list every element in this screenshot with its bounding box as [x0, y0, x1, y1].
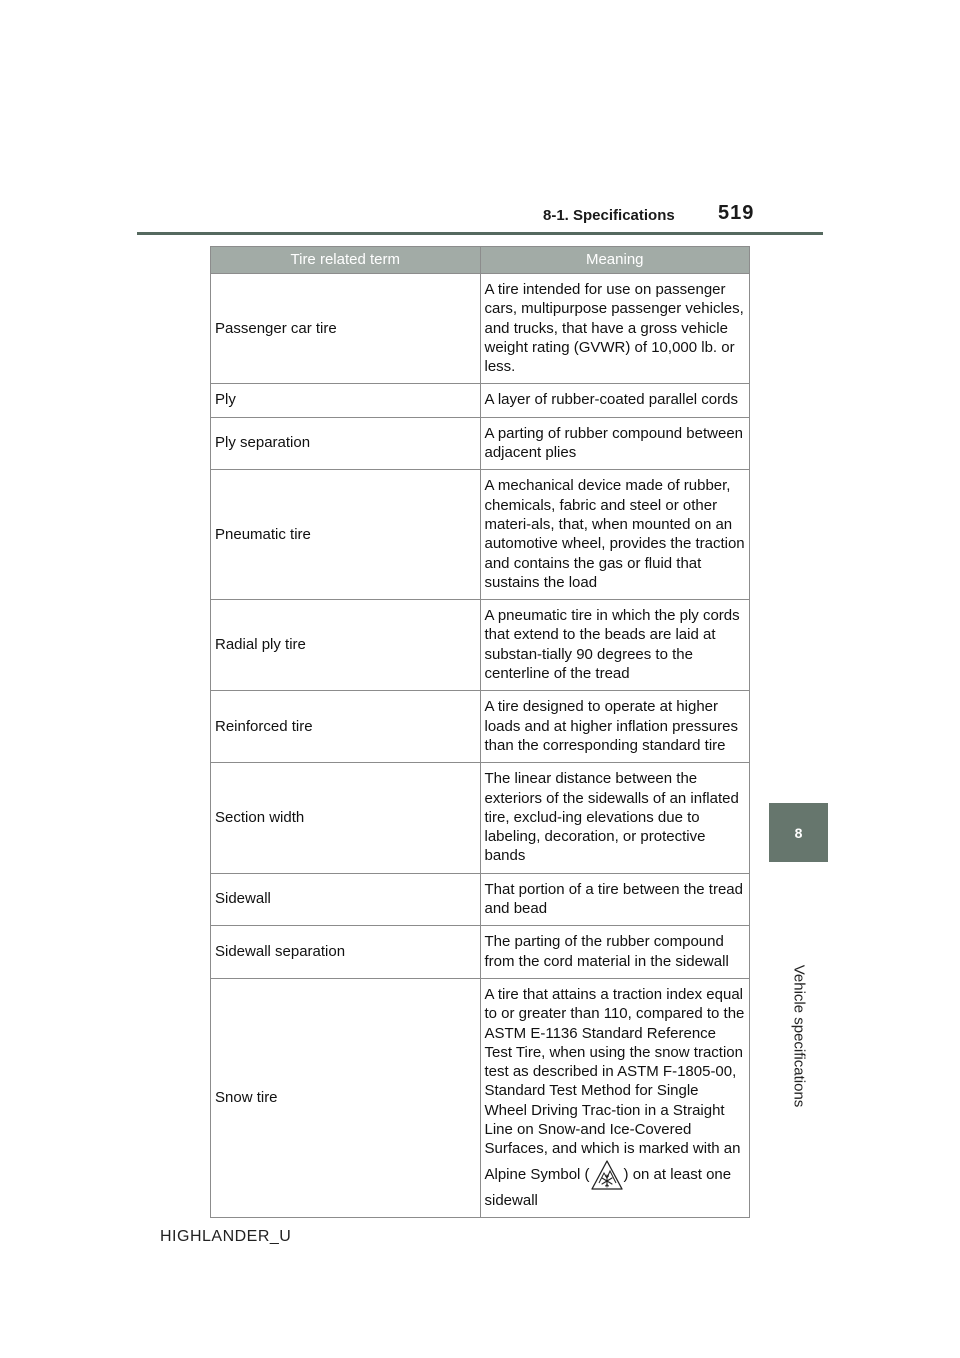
meaning-cell: A pneumatic tire in which the ply cords that extend to the beads are laid at substan-tially 90 degrees to the centerline of the tread [480, 600, 750, 691]
meaning-cell: The parting of the rubber compound from the cord material in the sidewall [480, 926, 750, 979]
footer-model: HIGHLANDER_U [160, 1228, 292, 1245]
table-row [211, 470, 750, 600]
term-cell: Pneumatic tire [211, 470, 481, 600]
alpine-snowflake-icon [590, 1159, 624, 1191]
chapter-number: 8 [794, 824, 803, 841]
meaning-cell: A layer of rubber-coated parallel cords [480, 384, 750, 417]
table-row [211, 600, 750, 691]
term-cell: Radial ply tire [211, 600, 481, 691]
term-cell: Snow tire [211, 978, 481, 1217]
term-cell: Ply [211, 384, 481, 417]
table-header-row [211, 247, 750, 274]
meaning-cell: That portion of a tire between the tread and bead [480, 873, 750, 926]
meaning-cell: A tire designed to operate at higher loads and at higher inflation pressures than the corresponding standard tire [480, 691, 750, 763]
table-row [211, 384, 750, 417]
header-term: Tire related term [211, 247, 481, 274]
header-meaning: Meaning [480, 247, 750, 274]
tire-terms-table [210, 246, 750, 1218]
meaning-cell: A parting of rubber compound between adjacent plies [480, 417, 750, 470]
term-cell: Ply separation [211, 417, 481, 470]
meaning-cell [480, 978, 750, 1217]
term-cell: Sidewall [211, 873, 481, 926]
table-row [211, 763, 750, 873]
term-cell: Passenger car tire [211, 274, 481, 384]
meaning-cell: The linear distance between the exteriors of the sidewalls of an inflated tire, exclud-ing elevations due to labeling, decoration, or protective bands [480, 763, 750, 873]
table-row [211, 926, 750, 979]
term-cell: Section width [211, 763, 481, 873]
term-cell: Reinforced tire [211, 691, 481, 763]
header-divider [137, 232, 823, 235]
term-cell: Sidewall separation [211, 926, 481, 979]
table-row [211, 274, 750, 384]
section-title: 8-1. Specifications [543, 207, 675, 224]
table-row [211, 691, 750, 763]
table-row [211, 978, 750, 1217]
meaning-cell: A tire intended for use on passenger cars, multipurpose passenger vehicles, and trucks, that have a gross vehicle weight rating (GVWR) of 10,000 lb. or less. [480, 274, 750, 384]
table-row [211, 417, 750, 470]
chapter-tab [769, 803, 828, 862]
chapter-label: Vehicle specifications [790, 964, 808, 1108]
page-number: 519 [718, 202, 755, 224]
meaning-cell: A mechanical device made of rubber, chemicals, fabric and steel or other materi-als, that, when mounted on an automotive wheel, provides the traction and contains the gas or fluid that sustains the load [480, 470, 750, 600]
meaning-text-after: ) on at least one sidewall [484, 1165, 732, 1209]
meaning-text-before: A tire that attains a traction index equal to or greater than 110, compared to the ASTM E-1136 Standard Reference Test Tire, when using the snow traction test as described in ASTM F-1805-00, Standard Test Method for Single Wheel Driving Trac-tion in a Straight Line on Snow-and Ice-Covered Surfaces, and which is marked with an Alpine Symbol ( [484, 985, 745, 1183]
table-row [211, 873, 750, 926]
